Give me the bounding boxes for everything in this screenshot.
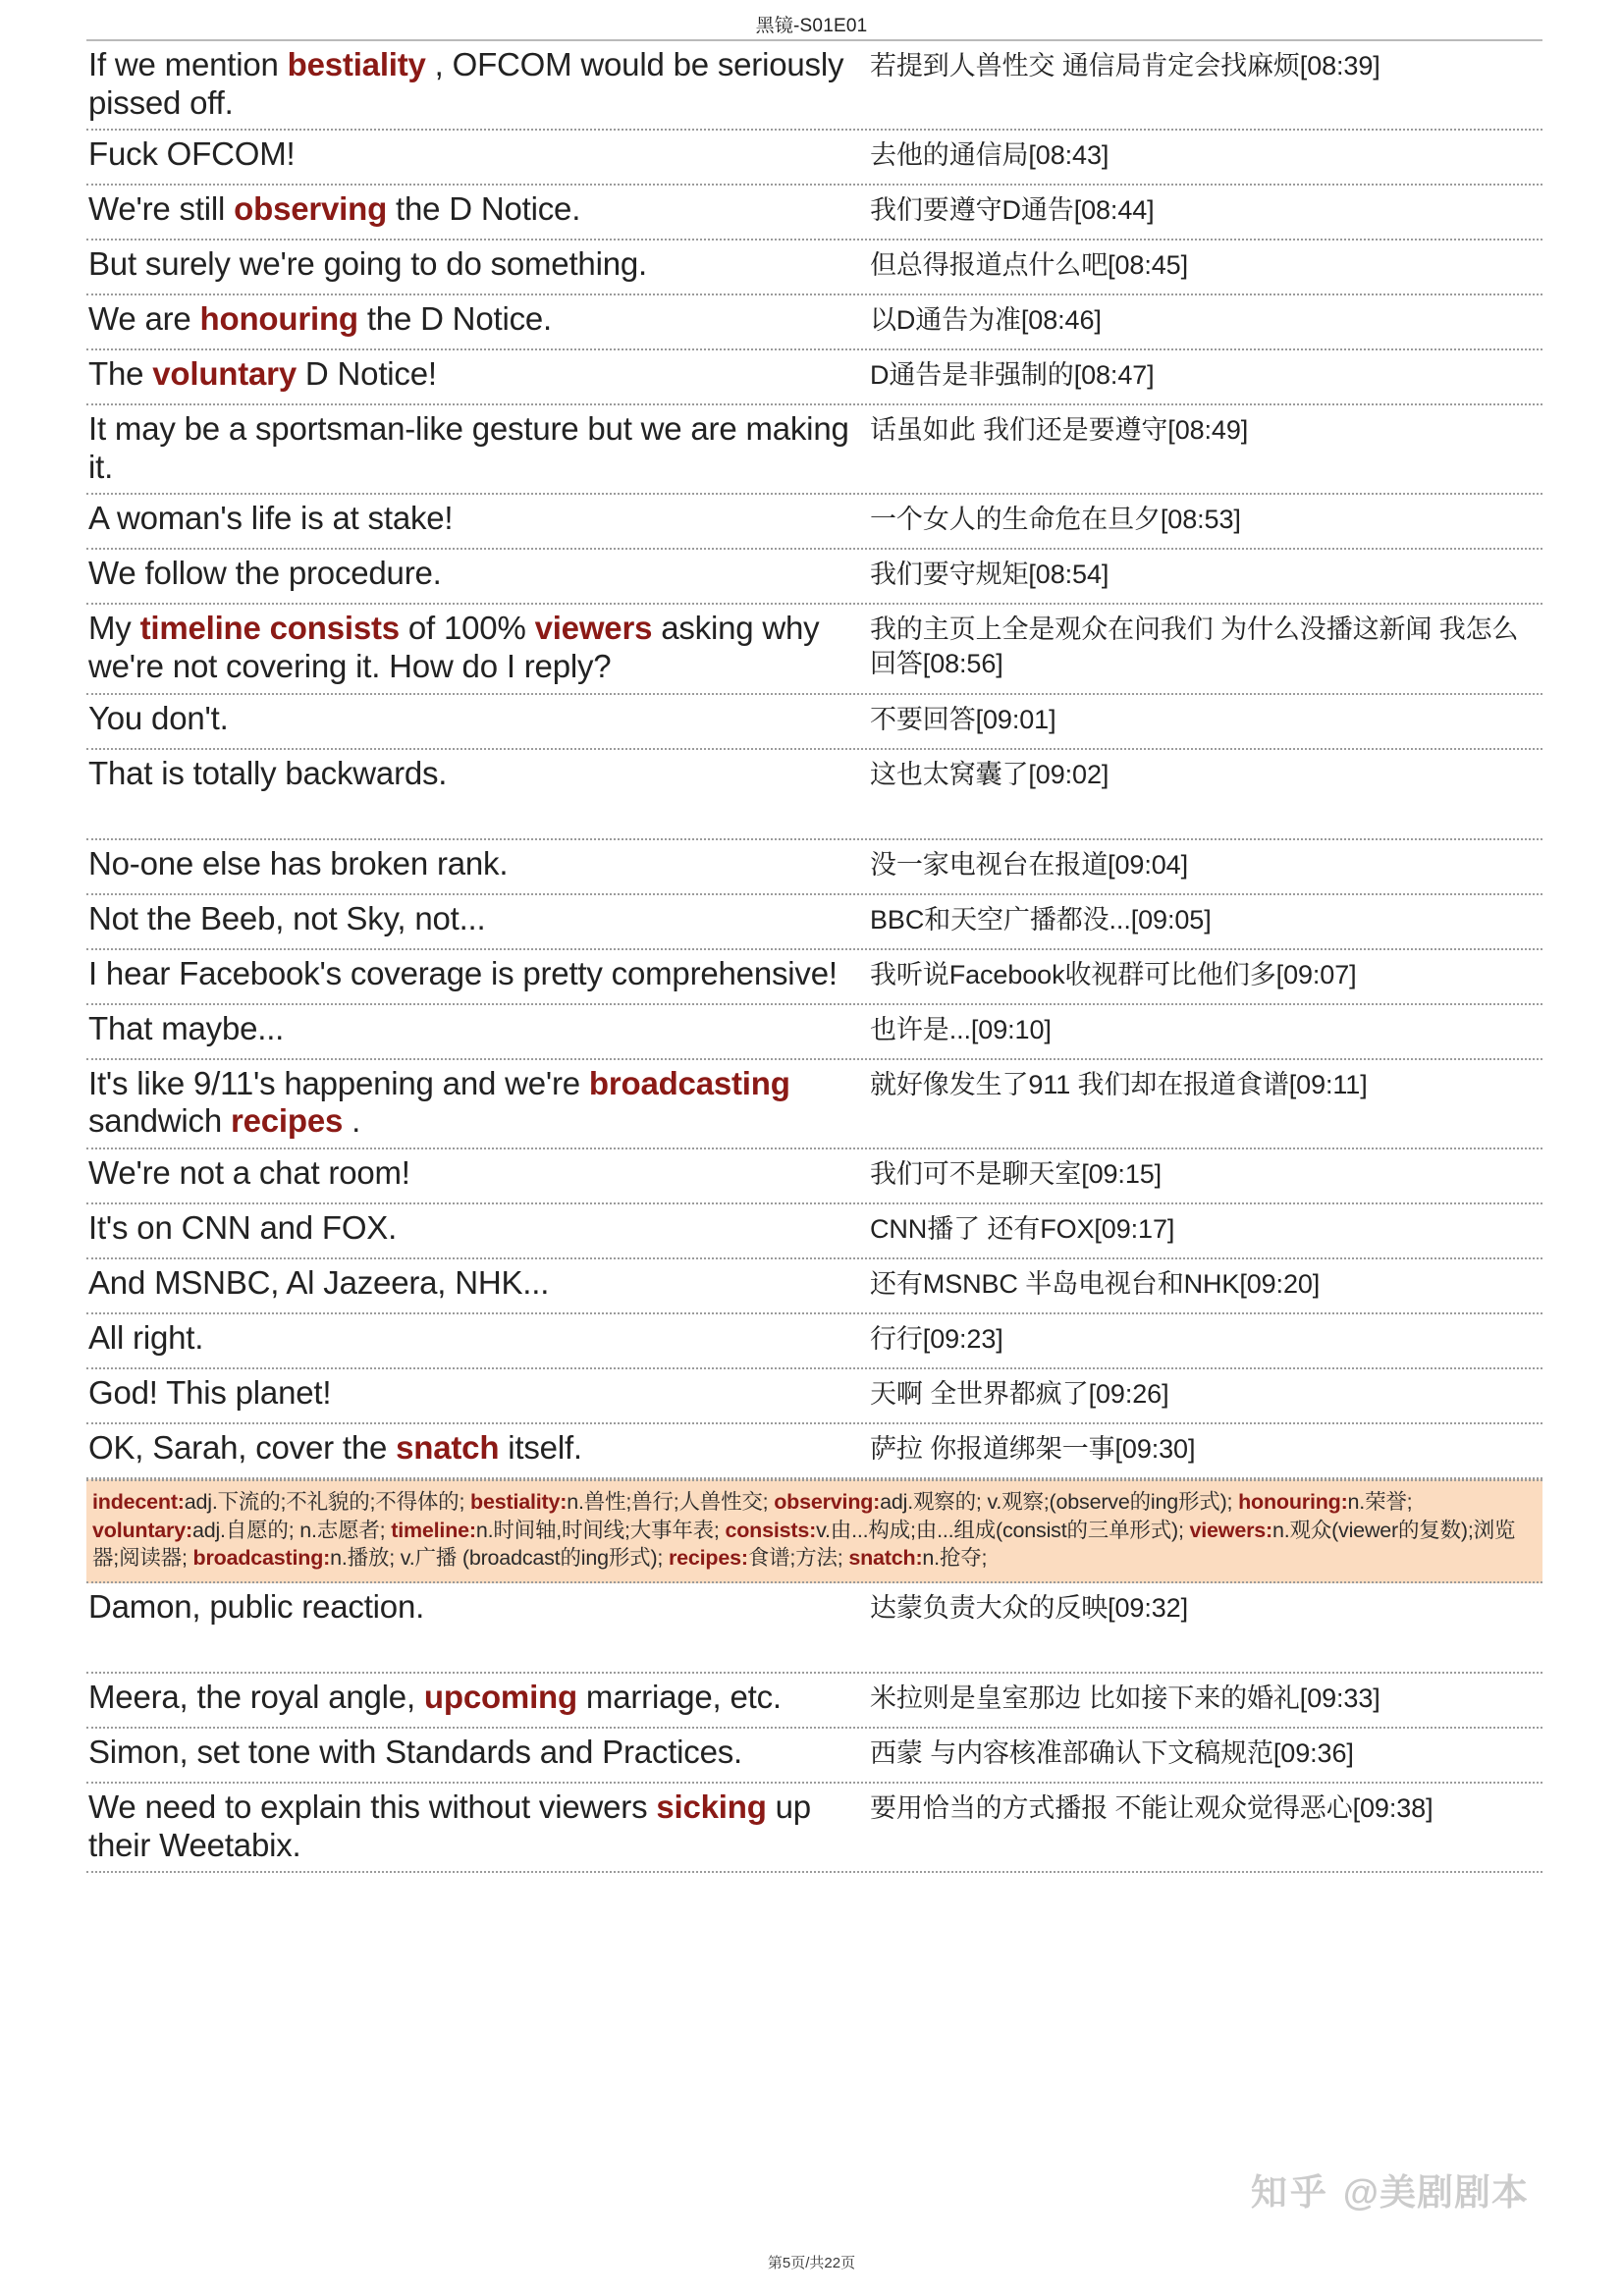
vocabulary-definition: 食谱;方法; [747, 1546, 849, 1571]
table-row [86, 1259, 1542, 1314]
watermark [1251, 2163, 1529, 2216]
subtitle-rows-before-vocab [86, 41, 1542, 1479]
keyword: broadcasting [588, 1064, 790, 1101]
subtitle-chinese: 若提到人兽性交 通信局肯定会找麻烦[08:39] [870, 51, 1380, 80]
subtitle-chinese: 这也太窝囊了[09:02] [870, 759, 1109, 789]
subtitle-english: That maybe... [88, 1009, 285, 1046]
vocabulary-word: bestiality: [470, 1489, 568, 1514]
spacer-right [860, 1638, 1542, 1672]
page-title: 黑镜-S01E01 [755, 16, 868, 36]
zhihu-logo: 知乎 [1250, 2172, 1329, 2213]
keyword: voluntary [152, 355, 297, 393]
vocabulary-word: broadcasting: [192, 1546, 331, 1571]
table-row [86, 295, 1542, 350]
subtitle-english: It's like 9/11's happening and we're broadcasting sandwich recipes . [88, 1064, 790, 1140]
vocabulary-word: viewers: [1189, 1518, 1272, 1542]
subtitle-chinese: 我的主页上全是观众在问我们 为什么没播这新闻 我怎么回答[08:56] [870, 614, 1519, 678]
table-row [86, 895, 1542, 950]
subtitle-english: Fuck OFCOM! [88, 135, 296, 173]
table-row [86, 1369, 1542, 1424]
spacer-right [860, 805, 1542, 838]
vocabulary-word: timeline: [391, 1518, 476, 1542]
subtitle-chinese: 西蒙 与内容核准部确认下文稿规范[09:36] [870, 1738, 1354, 1769]
table-row [86, 186, 1542, 240]
subtitle-english: We follow the procedure. [88, 555, 442, 592]
subtitle-chinese: BBC和天空广播都没...[09:05] [870, 904, 1212, 934]
subtitle-english: We need to explain this without viewers sicking up their Weetabix. [88, 1789, 811, 1863]
vocabulary-definition: n.播放; v.广播 (broadcast的ing形式); [330, 1546, 669, 1571]
subtitle-chinese: 达蒙负责大众的反映[09:32] [870, 1593, 1188, 1624]
vocabulary-word: voluntary: [92, 1518, 192, 1542]
keyword: recipes [230, 1102, 344, 1140]
subtitle-english: OK, Sarah, cover the snatch itself. [88, 1428, 582, 1466]
table-row [86, 950, 1542, 1005]
keyword: upcoming [423, 1679, 577, 1716]
keyword: snatch [396, 1428, 500, 1466]
page-number: 第5页/共22页 [767, 2255, 856, 2271]
vocabulary-word: honouring: [1238, 1489, 1348, 1514]
vocabulary-entries [92, 1490, 1515, 1571]
spacer-left [86, 805, 860, 838]
row-spacer [86, 1638, 1542, 1674]
subtitle-english: We're still observing the D Notice. [88, 190, 581, 228]
subtitle-chinese: 萨拉 你报道绑架一事[09:30] [870, 1433, 1196, 1464]
subtitle-english: Meera, the royal angle, upcoming marriage, etc. [88, 1679, 782, 1716]
table-row [86, 495, 1542, 550]
subtitle-english: But surely we're going to do something. [88, 245, 647, 283]
table-row [86, 350, 1542, 405]
subtitle-chinese: 我们要遵守D通告[08:44] [870, 195, 1155, 226]
subtitle-chinese: 但总得报道点什么吧[08:45] [870, 250, 1188, 281]
subtitle-chinese: 我听说Facebook收视群可比他们多[09:07] [870, 959, 1357, 989]
subtitle-chinese: 我们要守规矩[08:54] [870, 560, 1109, 590]
table-row [86, 41, 1542, 131]
keyword: bestiality [287, 46, 426, 82]
subtitle-chinese: 米拉则是皇室那边 比如接下来的婚礼[09:33] [870, 1683, 1380, 1714]
subtitle-chinese: 还有MSNBC 半岛电视台和NHK[09:20] [870, 1268, 1321, 1299]
vocabulary-word: snatch: [848, 1546, 923, 1571]
subtitle-chinese: 天啊 全世界都疯了[09:26] [870, 1378, 1169, 1409]
table-row [86, 695, 1542, 750]
table-row [86, 131, 1542, 186]
subtitle-table [86, 39, 1542, 1873]
subtitle-english: It may be a sportsman-like gesture but we are making it. [88, 410, 849, 485]
vocabulary-definition: adj.自愿的; n.志愿者; [191, 1518, 392, 1542]
subtitle-english: You don't. [88, 699, 229, 736]
subtitle-chinese: CNN播了 还有FOX[09:17] [870, 1213, 1175, 1244]
subtitle-english: All right. [88, 1318, 204, 1356]
table-row [86, 1149, 1542, 1204]
table-row [86, 1005, 1542, 1060]
keyword: timeline consists [139, 610, 400, 647]
table-row [86, 1314, 1542, 1369]
vocabulary-definition: v.由...构成;由...组成(consist的三单形式); [816, 1518, 1190, 1542]
table-row [86, 1784, 1542, 1873]
vocabulary-word: indecent: [92, 1489, 185, 1514]
table-row [86, 1583, 1542, 1638]
subtitle-chinese: 也许是...[09:10] [870, 1014, 1052, 1044]
subtitle-english: If we mention bestiality , OFCOM would be seriously pissed off. [88, 46, 844, 121]
subtitle-english: It's on CNN and FOX. [88, 1208, 398, 1246]
table-row [86, 240, 1542, 295]
vocabulary-definition: adj.观察的; v.观察;(observe的ing形式); [880, 1489, 1239, 1514]
table-row [86, 1674, 1542, 1729]
vocabulary-word: consists: [725, 1518, 817, 1542]
keyword: sicking [656, 1789, 767, 1826]
subtitle-english: The voluntary D Notice! [88, 355, 437, 393]
keyword: honouring [199, 300, 358, 338]
table-row [86, 550, 1542, 605]
subtitle-english: No-one else has broken rank. [88, 844, 509, 881]
keyword: observing [234, 190, 388, 228]
subtitle-english: God! This planet! [88, 1373, 332, 1411]
subtitle-english: Not the Beeb, not Sky, not... [88, 899, 486, 936]
table-row [86, 1204, 1542, 1259]
vocabulary-definition: n.观众(viewer的复数);浏览器;阅读器; [92, 1518, 1516, 1571]
subtitle-english: We are honouring the D Notice. [88, 300, 552, 338]
table-row [86, 1060, 1542, 1149]
subtitle-chinese: 我们可不是聊天室[09:15] [870, 1158, 1163, 1189]
subtitle-english: That is totally backwards. [88, 754, 448, 791]
vocabulary-word: observing: [774, 1489, 881, 1514]
vocabulary-definition: n.荣誉; [1347, 1489, 1413, 1514]
subtitle-chinese: 没一家电视台在报道[09:04] [870, 849, 1188, 880]
subtitle-english: And MSNBC, Al Jazeera, NHK... [88, 1263, 550, 1301]
vocabulary-definition: n.抢夺; [922, 1546, 988, 1571]
watermark-handle: @美剧剧本 [1342, 2172, 1529, 2213]
subtitle-chinese: D通告是非强制的[08:47] [870, 360, 1155, 391]
vocabulary-definition: adj.下流的;不礼貌的;不得体的; [184, 1489, 471, 1514]
vocabulary-word: recipes: [668, 1546, 748, 1571]
subtitle-chinese: 一个女人的生命危在旦夕[08:53] [870, 505, 1241, 535]
spacer-left [86, 1638, 860, 1672]
table-row [86, 605, 1542, 694]
subtitle-english: I hear Facebook's coverage is pretty comprehensive! [88, 954, 838, 991]
table-row [86, 1729, 1542, 1784]
subtitle-chinese: 就好像发生了911 我们却在报道食谱[09:11] [870, 1069, 1368, 1099]
table-row [86, 405, 1542, 495]
table-row [86, 750, 1542, 805]
subtitle-english: Simon, set tone with Standards and Practices. [88, 1734, 743, 1771]
subtitle-rows-after-vocab [86, 1583, 1542, 1873]
vocabulary-definition: n.时间轴,时间线;大事年表; [475, 1518, 726, 1542]
subtitle-chinese: 不要回答[09:01] [870, 704, 1056, 734]
subtitle-english: We're not a chat room! [88, 1153, 410, 1191]
row-spacer [86, 805, 1542, 840]
subtitle-english: Damon, public reaction. [88, 1588, 425, 1626]
subtitle-chinese: 去他的通信局[08:43] [870, 140, 1109, 171]
subtitle-english: My timeline consists of 100% viewers asking why we're not covering it. How do I reply? [88, 610, 820, 685]
subtitle-chinese: 话虽如此 我们还是要遵守[08:49] [870, 415, 1249, 446]
keyword: viewers [534, 610, 653, 647]
subtitle-english: A woman's life is at stake! [88, 500, 454, 537]
table-row [86, 1424, 1542, 1479]
table-row [86, 840, 1542, 895]
vocabulary-box [86, 1479, 1542, 1583]
vocabulary-definition: n.兽性;兽行;人兽性交; [567, 1489, 775, 1514]
subtitle-chinese: 以D通告为准[08:46] [870, 305, 1102, 336]
subtitle-chinese: 要用恰当的方式播报 不能让观众觉得恶心[09:38] [870, 1793, 1434, 1824]
subtitle-chinese: 行行[09:23] [870, 1323, 1003, 1354]
